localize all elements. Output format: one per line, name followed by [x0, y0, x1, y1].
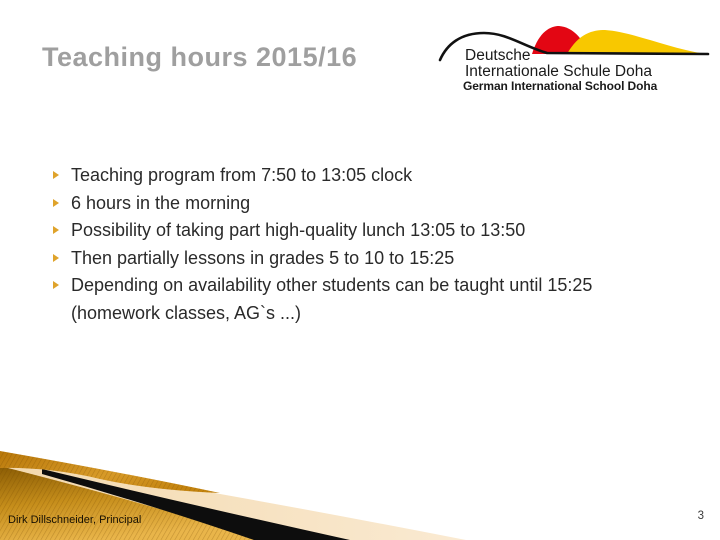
- footer-author: Dirk Dillschneider, Principal: [8, 514, 142, 526]
- bullet-text: Teaching program from 7:50 to 13:05 clock: [71, 165, 413, 185]
- logo-text-line3: German International School Doha: [463, 79, 658, 93]
- bullet-arrow-icon: [53, 171, 59, 179]
- bullet-arrow-icon: [53, 226, 59, 234]
- logo-text-line1: Deutsche: [465, 47, 531, 64]
- school-logo: [437, 20, 715, 96]
- slide-title: Teaching hours 2015/16: [42, 42, 358, 72]
- logo-yellow-dune-icon: [567, 30, 705, 54]
- list-item: [50, 162, 622, 190]
- bullet-text: Then partially lessons in grades 5 to 10 to 15:25: [71, 247, 455, 268]
- list-item: [50, 272, 622, 327]
- bullet-arrow-icon: [53, 254, 59, 262]
- bullet-text: 6 hours in the morning: [71, 192, 251, 213]
- bullet-arrow-icon: [53, 281, 59, 289]
- bullet-text: Possibility of taking part high-quality lunch 13:05 to 13:50: [71, 220, 526, 240]
- logo-text-line2: Internationale Schule Doha: [465, 63, 652, 80]
- bullet-arrow-icon: [53, 199, 59, 207]
- list-item: [50, 190, 622, 218]
- bullet-list: [50, 162, 622, 327]
- list-item: [50, 217, 622, 245]
- footer-decoration: [0, 450, 720, 540]
- slide-body: [50, 162, 622, 327]
- slide-page-number: 3: [697, 510, 704, 522]
- list-item: [50, 245, 622, 273]
- bullet-text: Depending on availability other students can be taught until 15:25 (homework classes, AG`s ...): [71, 275, 593, 323]
